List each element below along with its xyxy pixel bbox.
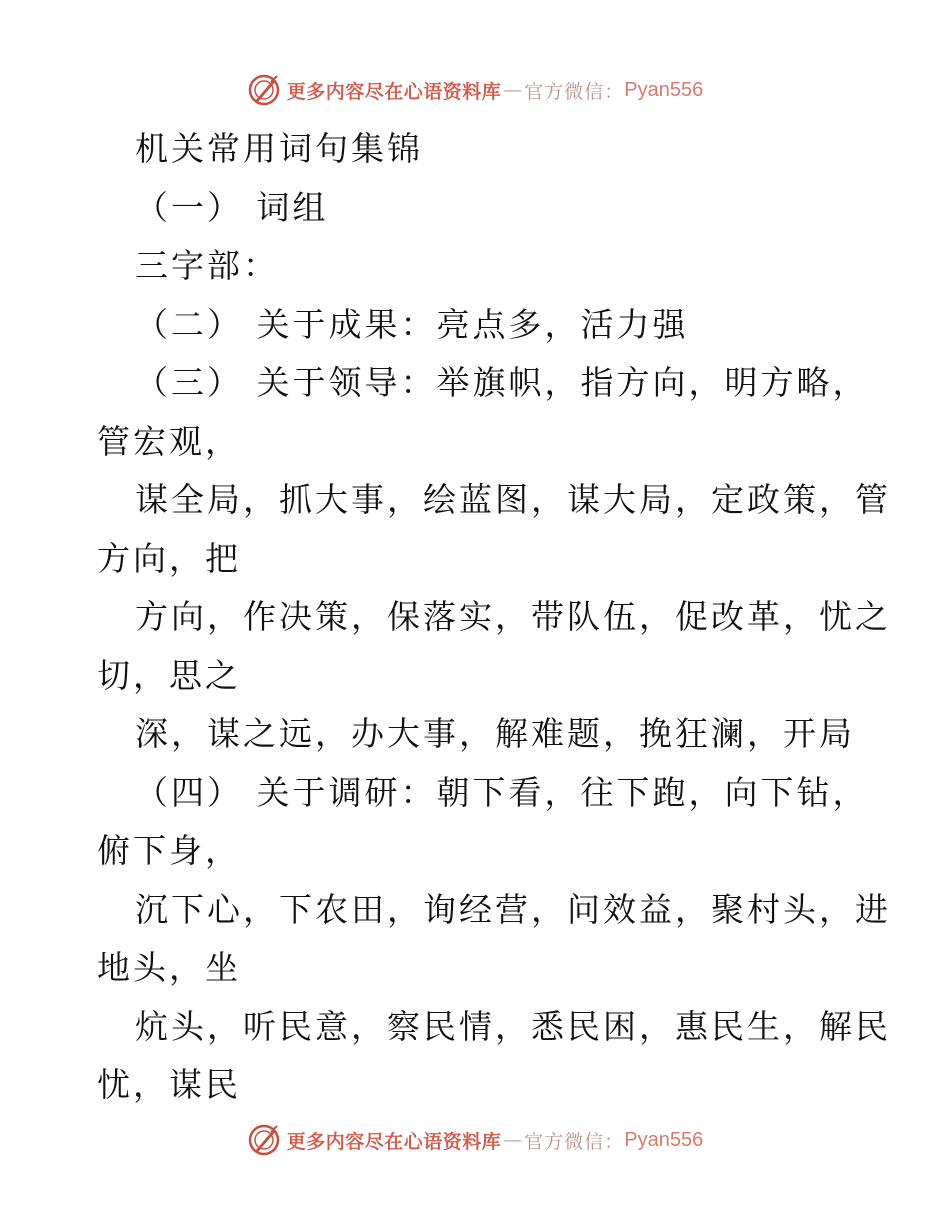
watermark-wechat-id: Pyan556	[624, 78, 704, 101]
paragraph-line: 俯下身，	[97, 831, 241, 870]
subsection-label: 三字部：	[135, 246, 279, 285]
paragraph-line: 谋全局，抓大事，绘蓝图，谋大局，定政策，管	[135, 480, 891, 519]
section-heading: （四） 关于调研：朝下看，往下跑，向下钻，	[135, 772, 869, 812]
paragraph-line: 方向，把	[97, 538, 241, 578]
paragraph-line: 方向，作决策，保落实，带队伍，促改革，忧之	[135, 597, 891, 636]
paragraph-line: 深，谋之远，办大事，解难题，挽狂澜，开局	[135, 714, 855, 753]
header-watermark	[0, 70, 950, 110]
paragraph-line: 地头，坐	[97, 948, 241, 987]
paragraph-line: 沉下心，下农田，询经营，问效益，聚村头，进	[135, 889, 891, 929]
quill-pen-logo-icon	[247, 1123, 281, 1157]
document-body	[97, 120, 891, 1115]
document-title: 机关常用词句集锦	[135, 129, 423, 168]
paragraph-line: 炕头，听民意，察民情，悉民困，惠民生，解民	[135, 1006, 891, 1046]
section-heading: （一） 词组	[135, 187, 329, 227]
paragraph-line: 忧，谋民	[97, 1065, 241, 1104]
watermark-text: 更多内容尽在心语资料库	[286, 80, 502, 103]
paragraph-line: 切，思之	[97, 655, 241, 695]
quill-pen-logo-icon	[247, 73, 281, 107]
paragraph-line: 管宏观，	[97, 421, 241, 461]
watermark-dash: —	[503, 1129, 523, 1151]
watermark-wechat-label: 官方微信：	[524, 1130, 625, 1153]
watermark-dash: —	[503, 79, 523, 101]
section-heading: （二） 关于成果：亮点多，活力强	[135, 304, 689, 344]
watermark-wechat-id: Pyan556	[624, 1128, 704, 1151]
watermark-wechat-label: 官方微信：	[524, 80, 625, 103]
section-heading: （三） 关于领导：举旗帜，指方向，明方略，	[135, 363, 869, 402]
watermark-text: 更多内容尽在心语资料库	[286, 1130, 502, 1153]
footer-watermark	[0, 1120, 950, 1160]
